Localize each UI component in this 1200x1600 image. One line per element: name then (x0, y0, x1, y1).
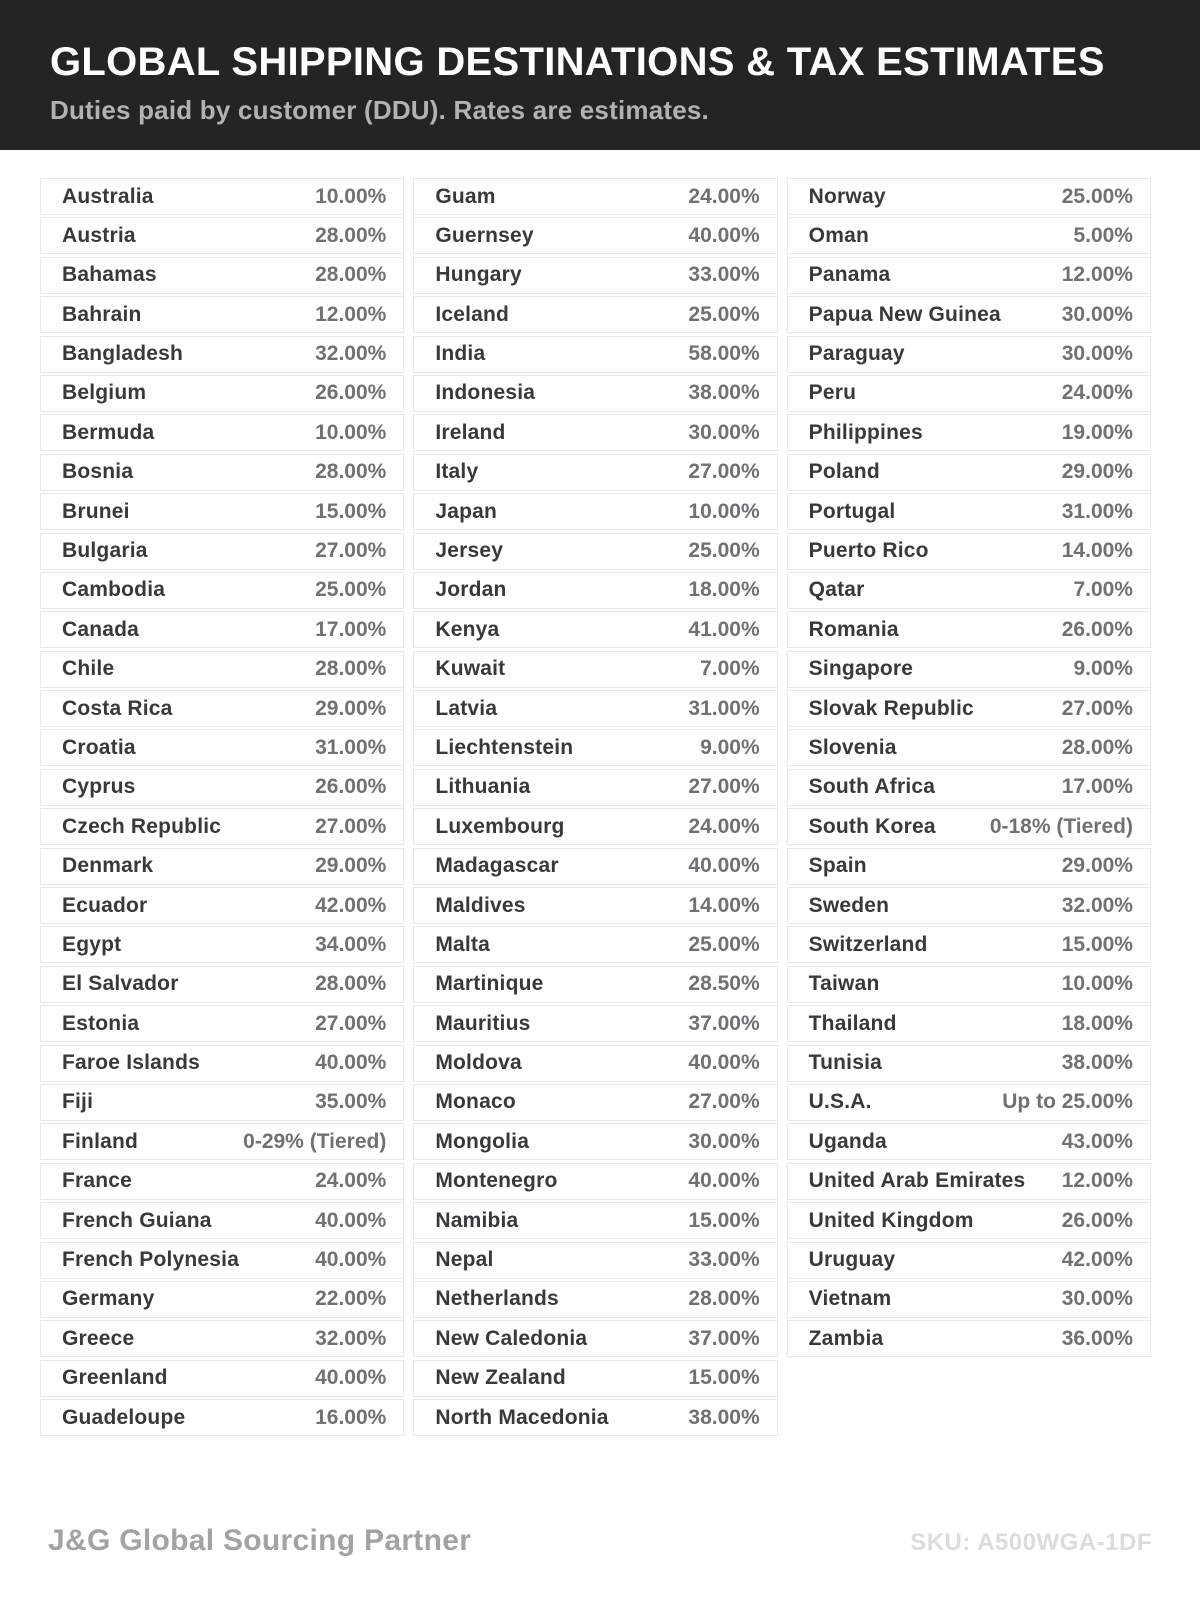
table-row (40, 1005, 404, 1042)
tax-rate: 24.00% (1061, 381, 1133, 405)
sku-label: SKU: A500WGA-1DF (910, 1529, 1152, 1556)
table-row (413, 454, 777, 491)
country-name: Germany (62, 1287, 155, 1311)
table-row (40, 729, 404, 766)
country-name: France (62, 1169, 133, 1193)
tax-rate: 9.00% (1073, 657, 1133, 681)
tax-rate: 16.00% (315, 1405, 387, 1429)
tax-rate: 26.00% (1061, 617, 1133, 641)
tax-rate: 17.00% (315, 617, 387, 641)
country-name: Philippines (808, 420, 923, 444)
tax-rate: 58.00% (688, 342, 760, 366)
country-name: Canada (62, 617, 140, 641)
tax-rate: 27.00% (1061, 696, 1133, 720)
table-row (40, 572, 404, 609)
country-name: Lithuania (435, 775, 531, 799)
tax-rate: 26.00% (315, 381, 387, 405)
tax-rate: 28.00% (315, 263, 387, 287)
table-row (40, 651, 404, 688)
country-name: Cambodia (62, 578, 166, 602)
tax-rate: 28.00% (1061, 735, 1133, 759)
table-column-3 (787, 178, 1151, 1436)
tax-rate: 10.00% (1061, 972, 1133, 996)
country-name: Iceland (435, 302, 510, 326)
table-row (40, 1045, 404, 1082)
table-row (787, 1163, 1151, 1200)
table-row (413, 1242, 777, 1279)
country-name: Guam (435, 184, 496, 208)
table-row (413, 533, 777, 570)
tax-rate: 31.00% (315, 735, 387, 759)
country-name: Egypt (62, 932, 122, 956)
page-header (0, 0, 1200, 150)
country-name: Malta (435, 932, 491, 956)
tax-rate: 28.00% (315, 657, 387, 681)
table-row (413, 1360, 777, 1397)
table-row (787, 257, 1151, 294)
table-row (413, 375, 777, 412)
table-row (787, 178, 1151, 215)
country-name: Oman (808, 223, 869, 247)
country-name: Uruguay (808, 1248, 896, 1272)
table-row (40, 808, 404, 845)
country-name: Vietnam (808, 1287, 892, 1311)
country-name: Peru (808, 381, 857, 405)
country-name: Tunisia (808, 1051, 883, 1075)
table-row (787, 690, 1151, 727)
tax-rate: 35.00% (315, 1090, 387, 1114)
table-row (787, 336, 1151, 373)
brand-name: J&G Global Sourcing Partner (48, 1524, 472, 1557)
country-name: Latvia (435, 696, 498, 720)
country-name: Sweden (808, 893, 890, 917)
country-name: United Arab Emirates (808, 1169, 1026, 1193)
country-name: Poland (808, 460, 880, 484)
table-row (787, 217, 1151, 254)
country-name: Bahamas (62, 263, 157, 287)
tax-rate: 34.00% (315, 932, 387, 956)
country-name: Denmark (62, 854, 154, 878)
tax-rate: 27.00% (315, 814, 387, 838)
country-name: Singapore (808, 657, 914, 681)
table-row (413, 178, 777, 215)
tax-rate: 24.00% (315, 1169, 387, 1193)
table-row (413, 769, 777, 806)
tax-rate: 12.00% (315, 302, 387, 326)
page-footer (48, 1524, 1152, 1558)
tax-rate: 40.00% (315, 1208, 387, 1232)
country-name: Greece (62, 1326, 135, 1350)
tax-rate: 29.00% (1061, 460, 1133, 484)
table-row (787, 611, 1151, 648)
tax-rate: 30.00% (688, 420, 760, 444)
table-row (413, 257, 777, 294)
country-name: Moldova (435, 1051, 522, 1075)
table-row (40, 887, 404, 924)
table-row (40, 336, 404, 373)
table-row (40, 217, 404, 254)
table-row (40, 1123, 404, 1160)
table-row (787, 848, 1151, 885)
country-name: U.S.A. (808, 1090, 872, 1114)
tax-rate: 18.00% (688, 578, 760, 602)
tax-rate: 40.00% (688, 854, 760, 878)
tax-rate: Up to 25.00% (1002, 1090, 1133, 1114)
table-row (413, 690, 777, 727)
table-row (40, 414, 404, 451)
tax-rate: 24.00% (688, 184, 760, 208)
country-name: North Macedonia (435, 1405, 609, 1429)
table-row (413, 926, 777, 963)
country-name: Uganda (808, 1129, 887, 1153)
table-row (787, 887, 1151, 924)
tax-rate: 30.00% (688, 1129, 760, 1153)
country-name: Jordan (435, 578, 507, 602)
table-row (413, 1281, 777, 1318)
table-row (787, 533, 1151, 570)
table-row (40, 848, 404, 885)
tax-rate: 14.00% (688, 893, 760, 917)
tax-rate: 40.00% (688, 1169, 760, 1193)
country-name: Taiwan (808, 972, 880, 996)
tax-rate: 17.00% (1061, 775, 1133, 799)
tax-rate: 38.00% (1061, 1051, 1133, 1075)
table-row (413, 336, 777, 373)
table-row (787, 1281, 1151, 1318)
table-row (40, 769, 404, 806)
country-name: Spain (808, 854, 867, 878)
table-row (413, 1399, 777, 1436)
tax-rate: 15.00% (315, 499, 387, 523)
tax-rate: 33.00% (688, 1248, 760, 1272)
tax-rate: 36.00% (1061, 1326, 1133, 1350)
table-row (40, 1242, 404, 1279)
country-name: Paraguay (808, 342, 905, 366)
country-name: New Caledonia (435, 1326, 588, 1350)
tax-rate: 27.00% (688, 775, 760, 799)
tax-rate: 43.00% (1061, 1129, 1133, 1153)
table-row (413, 1123, 777, 1160)
country-name: Puerto Rico (808, 539, 929, 563)
country-name: Bahrain (62, 302, 142, 326)
table-row (40, 1163, 404, 1200)
table-row (40, 296, 404, 333)
country-name: Ecuador (62, 893, 148, 917)
country-name: Bermuda (62, 420, 155, 444)
table-row (40, 257, 404, 294)
country-name: Nepal (435, 1248, 494, 1272)
tax-rate: 29.00% (315, 854, 387, 878)
tax-rate: 40.00% (315, 1366, 387, 1390)
table-row (40, 1084, 404, 1121)
country-name: Namibia (435, 1208, 519, 1232)
tax-rate: 24.00% (688, 814, 760, 838)
tax-rate: 5.00% (1073, 223, 1133, 247)
tax-rate: 28.00% (315, 460, 387, 484)
tax-rate: 22.00% (315, 1287, 387, 1311)
tax-rate: 40.00% (688, 1051, 760, 1075)
country-name: Guernsey (435, 223, 534, 247)
tax-rate: 9.00% (700, 735, 760, 759)
country-name: South Korea (808, 814, 936, 838)
tax-rate: 32.00% (315, 342, 387, 366)
table-row (787, 926, 1151, 963)
tax-rate: 28.00% (315, 223, 387, 247)
table-row (40, 611, 404, 648)
tax-rate: 29.00% (315, 696, 387, 720)
table-row (787, 966, 1151, 1003)
country-name: Slovak Republic (808, 696, 974, 720)
tax-rate: 32.00% (1061, 893, 1133, 917)
tax-rate: 25.00% (688, 539, 760, 563)
country-name: Costa Rica (62, 696, 173, 720)
table-row (40, 690, 404, 727)
tax-rate: 30.00% (1061, 1287, 1133, 1311)
country-name: Qatar (808, 578, 865, 602)
tax-rate: 10.00% (688, 499, 760, 523)
tax-rate: 7.00% (1073, 578, 1133, 602)
country-name: French Guiana (62, 1208, 212, 1232)
tax-rate: 37.00% (688, 1326, 760, 1350)
table-row (413, 848, 777, 885)
country-name: Kenya (435, 617, 500, 641)
table-row (40, 375, 404, 412)
table-row (787, 1045, 1151, 1082)
tax-rate: 27.00% (315, 1011, 387, 1035)
tax-rate: 40.00% (315, 1051, 387, 1075)
table-row (413, 611, 777, 648)
table-row (413, 217, 777, 254)
table-row (40, 1202, 404, 1239)
page-title: GLOBAL SHIPPING DESTINATIONS & TAX ESTIMATES (50, 40, 1105, 84)
country-name: Cyprus (62, 775, 136, 799)
country-name: Mongolia (435, 1129, 530, 1153)
tax-rate: 40.00% (315, 1248, 387, 1272)
country-name: Estonia (62, 1011, 140, 1035)
tax-rate: 15.00% (688, 1366, 760, 1390)
table-row (413, 1084, 777, 1121)
tax-rate: 28.50% (688, 972, 760, 996)
country-name: Liechtenstein (435, 735, 574, 759)
tax-rate: 26.00% (1061, 1208, 1133, 1232)
tax-rate: 14.00% (1061, 539, 1133, 563)
tax-rate: 15.00% (688, 1208, 760, 1232)
country-name: Mauritius (435, 1011, 531, 1035)
table-row (413, 1045, 777, 1082)
country-name: India (435, 342, 486, 366)
tax-rate-table (0, 150, 1200, 1436)
country-name: Netherlands (435, 1287, 559, 1311)
tax-rate: 25.00% (1061, 184, 1133, 208)
tax-rate: 29.00% (1061, 854, 1133, 878)
page-subtitle: Duties paid by customer (DDU). Rates are estimates. (50, 95, 709, 125)
country-name: Monaco (435, 1090, 516, 1114)
country-name: Madagascar (435, 854, 559, 878)
country-name: Portugal (808, 499, 896, 523)
table-row (413, 1202, 777, 1239)
tax-rate: 25.00% (688, 932, 760, 956)
tax-rate: 26.00% (315, 775, 387, 799)
table-row (787, 1005, 1151, 1042)
table-row (413, 414, 777, 451)
tax-rate: 38.00% (688, 1405, 760, 1429)
country-name: Thailand (808, 1011, 897, 1035)
table-row (40, 178, 404, 215)
table-row (413, 966, 777, 1003)
table-row (413, 493, 777, 530)
table-row (413, 572, 777, 609)
tax-rate: 0-29% (Tiered) (243, 1129, 387, 1153)
table-row (40, 1360, 404, 1397)
tax-rate: 25.00% (688, 302, 760, 326)
table-row (40, 493, 404, 530)
country-name: Maldives (435, 893, 526, 917)
tax-rate: 15.00% (1061, 932, 1133, 956)
table-row (787, 1084, 1151, 1121)
tax-rate: 7.00% (700, 657, 760, 681)
country-name: South Africa (808, 775, 936, 799)
country-name: Belgium (62, 381, 147, 405)
country-name: Faroe Islands (62, 1051, 200, 1075)
country-name: Bosnia (62, 460, 134, 484)
tax-rate: 10.00% (315, 184, 387, 208)
table-row (40, 454, 404, 491)
table-row (40, 1320, 404, 1357)
table-column-2 (413, 178, 777, 1436)
country-name: Greenland (62, 1366, 168, 1390)
table-row (40, 926, 404, 963)
country-name: Chile (62, 657, 115, 681)
tax-rate: 31.00% (688, 696, 760, 720)
country-name: Slovenia (808, 735, 897, 759)
table-row (413, 296, 777, 333)
country-name: New Zealand (435, 1366, 566, 1390)
country-name: Kuwait (435, 657, 506, 681)
country-name: Norway (808, 184, 886, 208)
country-name: Montenegro (435, 1169, 558, 1193)
table-row (787, 454, 1151, 491)
table-row (40, 1399, 404, 1436)
tax-rate: 38.00% (688, 381, 760, 405)
table-row (413, 729, 777, 766)
country-name: Austria (62, 223, 136, 247)
table-row (787, 1242, 1151, 1279)
tax-rate: 30.00% (1061, 342, 1133, 366)
table-row (787, 572, 1151, 609)
country-name: El Salvador (62, 972, 179, 996)
country-name: Hungary (435, 263, 522, 287)
table-row (787, 1320, 1151, 1357)
table-row (413, 1005, 777, 1042)
tax-rate: 0-18% (Tiered) (989, 814, 1133, 838)
country-name: Ireland (435, 420, 506, 444)
table-row (787, 769, 1151, 806)
country-name: Indonesia (435, 381, 536, 405)
country-name: Switzerland (808, 932, 928, 956)
country-name: United Kingdom (808, 1208, 974, 1232)
table-row (413, 1320, 777, 1357)
country-name: Zambia (808, 1326, 884, 1350)
tax-rate: 42.00% (315, 893, 387, 917)
tax-rate: 42.00% (1061, 1248, 1133, 1272)
table-row (413, 887, 777, 924)
country-name: French Polynesia (62, 1248, 240, 1272)
table-row (413, 808, 777, 845)
table-row (40, 1281, 404, 1318)
tax-rate: 33.00% (688, 263, 760, 287)
country-name: Croatia (62, 735, 136, 759)
tax-rate: 27.00% (688, 1090, 760, 1114)
country-name: Japan (435, 499, 498, 523)
country-name: Panama (808, 263, 891, 287)
tax-rate: 31.00% (1061, 499, 1133, 523)
country-name: Brunei (62, 499, 130, 523)
table-row (787, 808, 1151, 845)
table-row (413, 1163, 777, 1200)
tax-rate: 27.00% (315, 539, 387, 563)
country-name: Romania (808, 617, 899, 641)
table-row (787, 729, 1151, 766)
country-name: Czech Republic (62, 814, 222, 838)
tax-rate: 12.00% (1061, 1169, 1133, 1193)
table-row (787, 1202, 1151, 1239)
country-name: Martinique (435, 972, 544, 996)
country-name: Australia (62, 184, 154, 208)
table-column-1 (40, 178, 404, 1436)
table-row (413, 651, 777, 688)
table-row (787, 493, 1151, 530)
table-row (40, 966, 404, 1003)
table-row (787, 651, 1151, 688)
tax-rate: 10.00% (315, 420, 387, 444)
table-row (787, 1123, 1151, 1160)
tax-rate: 41.00% (688, 617, 760, 641)
table-row (787, 296, 1151, 333)
tax-rate: 18.00% (1061, 1011, 1133, 1035)
tax-rate: 30.00% (1061, 302, 1133, 326)
table-row (787, 414, 1151, 451)
country-name: Fiji (62, 1090, 94, 1114)
table-row (40, 533, 404, 570)
country-name: Papua New Guinea (808, 302, 1001, 326)
table-row (787, 375, 1151, 412)
country-name: Bulgaria (62, 539, 148, 563)
tax-rate: 25.00% (315, 578, 387, 602)
country-name: Luxembourg (435, 814, 565, 838)
tax-rate: 12.00% (1061, 263, 1133, 287)
country-name: Finland (62, 1129, 139, 1153)
country-name: Italy (435, 460, 479, 484)
country-name: Jersey (435, 539, 504, 563)
country-name: Bangladesh (62, 342, 184, 366)
tax-rate: 19.00% (1061, 420, 1133, 444)
tax-rate: 37.00% (688, 1011, 760, 1035)
tax-rate: 40.00% (688, 223, 760, 247)
tax-rate: 28.00% (688, 1287, 760, 1311)
tax-rate: 27.00% (688, 460, 760, 484)
tax-rate: 28.00% (315, 972, 387, 996)
tax-rate: 32.00% (315, 1326, 387, 1350)
country-name: Guadeloupe (62, 1405, 186, 1429)
